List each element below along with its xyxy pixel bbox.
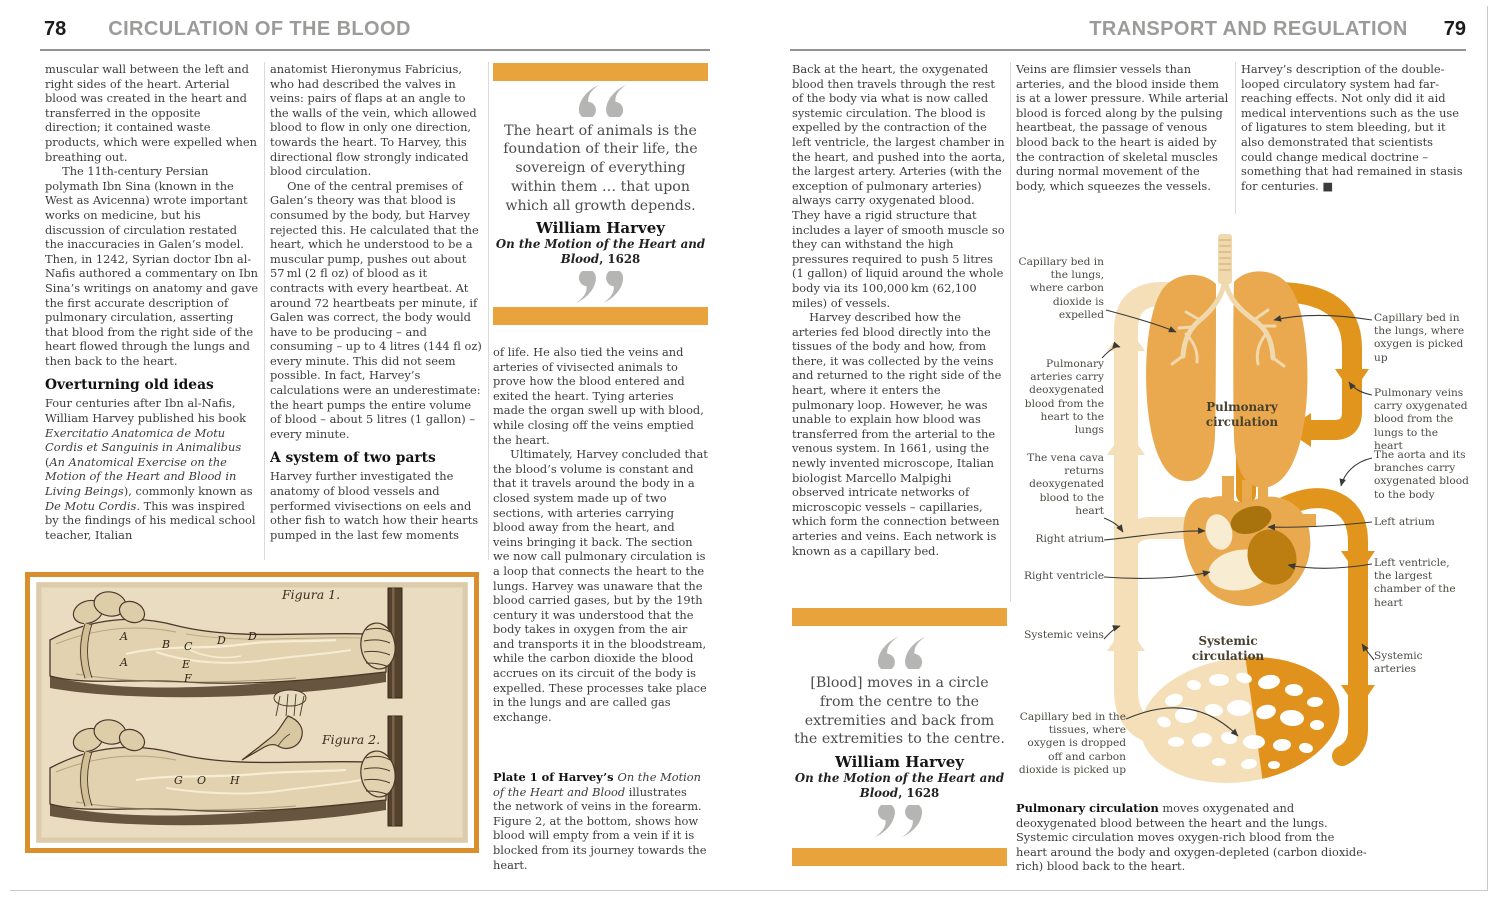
open-quote-icon [871,635,929,669]
page-title-right: TRANSPORT AND REGULATION [1089,18,1408,40]
close-quote-icon [871,805,929,839]
header-rule-left [40,49,710,51]
paragraph: Harvey described how the arteries fed blood directly into the tissues of the body and how, from there, it was collected by the veins and returned to the right side of the heart, where it enters the pulmonary loop. However, he was unable to explain how blood was transferred from the arterial to the venous system. In 1661, using the newly invented microscope, Italian biologist Marcello Malpighi observed intricate networks of microscopic vessels – capillaries, which form the connection between arteries and veins. Each network is known as a capillary bed. [792,310,1002,558]
vein-letter: C [184,640,193,653]
vein-letter: G [174,774,183,787]
quote-author: William Harvey [536,219,665,238]
quote-top-bar [493,63,708,81]
paragraph: Four centuries after Ibn al-Nafis, William Harvey published his book Exercitatio Anatomica de Motu Cordis et Sanguinis in Animalibus (An Anatomical Exercise on the Motion of the Heart and Blood in Living Beings), commonly known as De Motu Cordis. This was inspired by the findings of his medical school teacher, Italian [45,396,256,542]
systemic-circulation-label: Systemic circulation [1191,634,1265,663]
pulmonary-circulation-label: Pulmonary circulation [1205,400,1279,429]
quote-source-title: On the Motion of the Heart and Blood [794,771,1005,801]
vein-letter: D [217,634,226,647]
quote-body [493,81,708,308]
column-rule [488,62,489,560]
page-edge-right [1487,6,1488,890]
diagram-label: Systemic arteries [1374,650,1423,676]
diagram-label: Capillary bed in the lungs, where oxygen is picked up [1374,312,1465,364]
harvey-plate-illustration [25,572,479,853]
text-column-79-3 [1241,62,1463,193]
section-heading: Overturning old ideas [45,377,214,394]
diagram-label: Capillary bed in the lungs, where carbon dioxide is expelled [1018,256,1104,321]
paragraph: Veins are flimsier vessels than arteries, and the blood inside them is at a lower pressure. While arterial blood is forced along by the pulsing heartbeat, the passage of venous blood back to the heart is aided by the contraction of skeletal muscles during normal movement of the body, which squeezes the vessels. [1016,62,1229,193]
close-quote-icon [572,271,630,305]
vein-letter: D [248,630,257,643]
diagram-label: Systemic veins [1024,629,1104,641]
text-column-79-2 [1016,62,1230,193]
header-rule-right [790,49,1466,51]
vein-letter: B [162,638,171,651]
paragraph: Harvey further investigated the anatomy of blood vessels and performed vivisections on eels and other fish to watch how their hearts pumped in the last few moments [270,469,479,542]
diagram-label: Left atrium [1374,516,1435,528]
up-arrowhead [1107,324,1145,351]
diagram-label: Right ventricle [1024,570,1104,582]
diagram-caption: Pulmonary circulation moves oxygenated and deoxygenated blood between the heart and the lungs. Systemic circulation moves oxygen-rich blood from the heart around the body and oxygen-depleted (carbon dioxide-rich) blood back to the heart. [1016,801,1367,874]
quote-source [494,237,707,267]
quote-text: The heart of animals is the foundation of their life, the sovereign of everything within them … that upon which all growth depends. [503,122,698,214]
header-left [44,18,411,41]
column-rule [1010,62,1011,602]
diagram-label: Pulmonary veins carry oxygenated blood from the lungs to the heart [1374,387,1468,452]
diagram-label: The vena cava returns deoxygenated blood to the heart [1027,452,1104,517]
diagram-label: Pulmonary arteries carry deoxygenated blood from the heart to the lungs [1024,358,1104,437]
quote-source-title: On the Motion of the Heart and Blood [495,237,706,267]
paragraph: Harvey’s description of the double-looped circulatory system had far-reaching effects. Not only did it aid medical interventions such as the use of ligatures to stem bleeding, but it also demonstrated that scientists could change medical doctrine – something that had remained in stasis for centuries. ■ [1241,62,1463,193]
vein-letter: A [120,630,128,643]
lungs-icon [1146,234,1307,488]
quote-bottom-bar [792,848,1007,866]
page-edge-bottom [10,890,1488,891]
text-column-78-2 [270,62,484,542]
paragraph: Back at the heart, the oxygenated blood then travels through the rest of the body via what is now called systemic circulation. The blood is expelled by the contraction of the left ventricle, the largest chamber in the heart, and pushed into the aorta, the largest artery. Arteries (with the exception of pulmonary arteries) always carry oxygenated blood. They have a rigid structure that includes a layer of smooth muscle so they can withstand the high pressures required to push 5 litres (1 gallon) of liquid around the whole body via its 100,000 km (62,100 miles) of vessels. [792,62,1006,310]
paragraph: anatomist Hieronymus Fabricius, who had described the valves in veins: pairs of flaps at an angle to the walls of the vein, which allowed blood to flow in only one direction, towards the heart. To Harvey, this directional flow strongly indicated blood circulation. [270,62,477,179]
pull-quote-79 [792,608,1007,866]
quote-source-year: , 1628 [898,786,940,801]
vein-letter: E [182,658,191,671]
quote-source [793,771,1006,801]
diagram-label: Capillary bed in the tissues, where oxygen is dropped off and carbon dioxide is picked up [1018,711,1126,776]
page-number-left: 78 [44,18,67,40]
quote-bottom-bar [493,307,708,325]
pull-quote-78 [493,63,708,325]
quote-body [792,626,1007,848]
column-rule [1235,62,1236,214]
figure-caption: Plate 1 of Harvey’s On the Motion of the Heart and Blood illustrates the network of veins in the forearm. Figure 2, at the bottom, shows how blood will empty from a vein if it is blocked from its journey towards the heart. [493,770,708,880]
paragraph: of life. He also tied the veins and arteries of vivisected animals to prove how the blood entered and exited the heart. Tying arteries made the organ swell up with blood, while closing off the veins emptied the heart. [493,345,704,447]
page-number-right: 79 [1443,18,1466,40]
paragraph: muscular wall between the left and right sides of the heart. Arterial blood was created in the heart and transferred in the opposite direction; it contained waste products, which were expelled when breathing out. [45,62,257,164]
vein-letter: O [197,774,207,787]
circulation-diagram [1014,230,1469,796]
text-column-78-1 [45,62,259,542]
quote-top-bar [792,608,1007,626]
up-arrowhead [1107,428,1145,455]
down-arrowhead [1341,551,1375,576]
up-arrowhead [1107,624,1145,651]
paragraph: One of the central premises of Galen’s theory was that blood is consumed by the body, but Harvey rejected this. He calculated that the heart, which he understood to be a muscular pump, pushes out about 57 ml (2 fl oz) of blood as it contracts with every heartbeat. At around 72 heartbeats per minute, if Galen was correct, the body would have to be producing – and consuming – up to 4 litres (144 fl oz) every minute. This did not seem possible. In fact, Harvey’s calculations were an underestimate: the heart pumps the entire volume of blood – about 5 litres (1 gallon) – every minute. [270,178,482,441]
quote-author: William Harvey [835,753,964,772]
vein-letter: F [184,672,192,685]
figura-1-label: Figura 1. [282,587,341,602]
column-rule [264,62,265,560]
section-heading: A system of two parts [270,450,436,467]
vein-letter: H [230,774,240,787]
paragraph: Ultimately, Harvey concluded that the blood’s volume is constant and that it travels around the body in a closed system made up of two sections, with arteries carrying blood away from the heart, and veins bringing it back. The section we now call pulmonary circulation is a loop that connects the heart to the lungs. Harvey was unaware that the blood carried gases, but by the 19th century it was understood that the body takes in oxygen from the air and transports it in the bloodstream, while the carbon dioxide the blood accrues on its circuit of the body is expelled. These processes take place in the lungs and are called gas exchange. [493,447,708,724]
header-right [790,18,1466,41]
capillary-bed-blob [1132,645,1347,796]
vein-letter: A [120,656,128,669]
open-quote-icon [572,83,630,117]
paragraph: The 11th-century Persian polymath Ibn Sina (known in the West as Avicenna) wrote important works on medicine, but his discussion of circulation restated the inaccuracies in Galen’s model. Then, in 1242, Syrian doctor Ibn al-Nafis authored a commentary on Ibn Sina’s writings on anatomy and gave the first accurate description of pulmonary circulation, asserting that blood from the right side of the heart flowed through the lungs and then back to the heart. [45,164,259,368]
down-arrowhead [1341,685,1375,710]
diagram-label: The aorta and its branches carry oxygenated blood to the body [1374,449,1469,501]
text-column-78-3 [493,345,708,724]
text-column-79-1 [792,62,1006,558]
diagram-label: Right atrium [1035,533,1104,545]
down-arrowhead [1335,369,1369,394]
quote-text: [Blood] moves in a circle from the centre to the extremities and back from the extremities to the centre. [794,674,1005,748]
quote-source-year: , 1628 [599,252,641,267]
engraving-image [35,582,469,843]
figura-2-label: Figura 2. [322,732,381,747]
diagram-label: Left ventricle, the largest chamber of the heart [1374,557,1456,609]
page-title-left: CIRCULATION OF THE BLOOD [108,18,411,40]
